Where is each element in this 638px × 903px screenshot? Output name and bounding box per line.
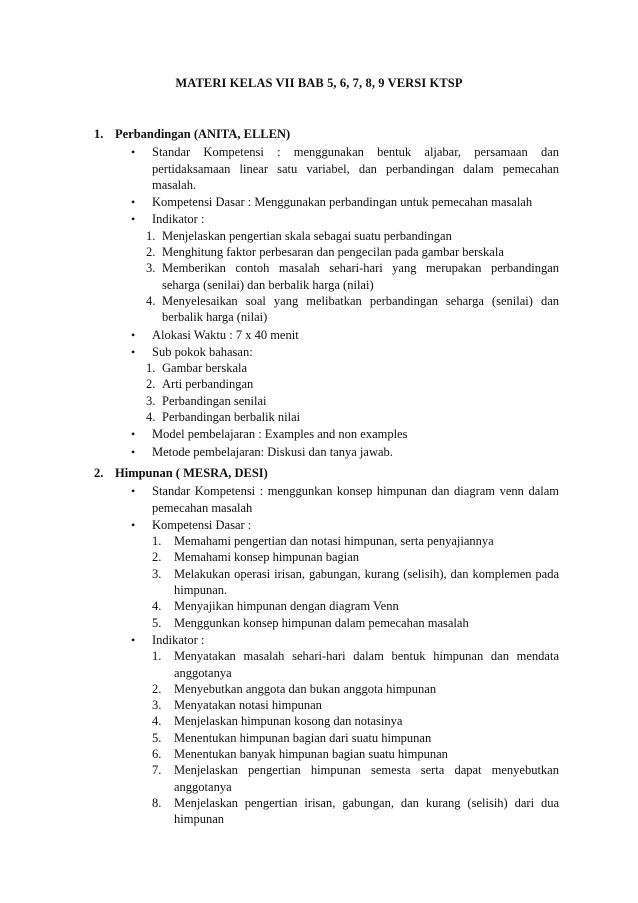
bullet-dot-icon: • [131, 427, 136, 442]
list-number: 7. [152, 763, 162, 778]
list-number: 4. [146, 293, 156, 308]
bullet-dot-icon: • [131, 632, 136, 647]
bullet-dot-icon: • [131, 195, 136, 210]
list-text: Memahami konsep himpunan bagian [174, 550, 360, 565]
section-heading [0, 465, 638, 481]
list-text: Menjelaskan pengertian himpunan semesta serta dapat menyebutkan anggotanya [174, 763, 559, 794]
list-text: Memahami pengertian dan notasi himpunan, serta penyajiannya [174, 534, 494, 549]
section-himpunan [0, 465, 638, 828]
list-number: 3. [146, 261, 156, 276]
list-item [0, 598, 638, 614]
list-number: 1. [152, 649, 162, 664]
list-item [0, 713, 638, 729]
model-pembelajaran-text: Model pembelajaran : Examples and non examples [152, 427, 408, 442]
list-text: Perbandingan senilai [162, 393, 267, 408]
list-item [0, 566, 638, 599]
bullet-dot-icon: • [131, 484, 136, 499]
list-item [0, 293, 638, 326]
list-number: 3. [152, 698, 162, 713]
list-number: 8. [152, 795, 162, 810]
indikator-label: Indikator : [152, 632, 205, 647]
document-title: MATERI KELAS VII BAB 5, 6, 7, 8, 9 VERSI KTSP [175, 76, 463, 90]
list-item [0, 615, 638, 631]
list-number: 4. [152, 599, 162, 614]
indikator-label: Indikator : [152, 212, 205, 227]
kompetensi-dasar-text: Kompetensi Dasar : Menggunakan perbandingan untuk pemecahan masalah [152, 195, 533, 210]
list-text: Menyajikan himpunan dengan diagram Venn [174, 599, 399, 614]
list-item [0, 549, 638, 565]
list-number: 4. [152, 714, 162, 729]
list-text: Menentukan himpunan bagian dari suatu himpunan [174, 730, 432, 745]
list-text: Menghitung faktor perbesaran dan pengecilan pada gambar berskala [162, 245, 504, 260]
kompetensi-dasar-label: Kompetensi Dasar : [152, 517, 252, 532]
list-item [0, 244, 638, 260]
list-number: 1. [152, 534, 162, 549]
list-text: Memberikan contoh masalah sehari-hari yang merupakan perbandingan seharga (senilai) dan berbalik harga (nilai) [162, 261, 559, 292]
list-item [0, 730, 638, 746]
list-item [0, 697, 638, 713]
list-text: Menyatakan masalah sehari-hari dalam bentuk himpunan dan mendata anggotanya [174, 649, 559, 680]
alokasi-waktu-text: Alokasi Waktu : 7 x 40 menit [152, 327, 299, 342]
list-item [0, 360, 638, 376]
list-text: Perbandingan berbalik nilai [162, 410, 301, 425]
list-number: 2. [152, 681, 162, 696]
bullet-dot-icon: • [131, 444, 136, 459]
list-item [0, 533, 638, 549]
section-perbandingan [0, 126, 638, 460]
list-number: 2. [146, 377, 156, 392]
list-item [0, 393, 638, 409]
bullet-metode-pembelajaran [0, 444, 638, 460]
list-text: Menggunkan konsep himpunan dalam pemecahan masalah [174, 615, 469, 630]
list-number: 2. [146, 245, 156, 260]
list-text: Arti perbandingan [162, 377, 254, 392]
bullet-model-pembelajaran [0, 426, 638, 442]
list-number: 3. [146, 393, 156, 408]
list-item [0, 648, 638, 681]
bullet-alokasi-waktu [0, 327, 638, 343]
list-item [0, 681, 638, 697]
sub-pokok-label: Sub pokok bahasan: [152, 344, 253, 359]
list-text: Menentukan banyak himpunan bagian suatu himpunan [174, 747, 448, 762]
bullet-dot-icon: • [131, 212, 136, 227]
bullet-dot-icon: • [131, 517, 136, 532]
list-text: Menjelaskan himpunan kosong dan notasinya [174, 714, 403, 729]
list-item [0, 746, 638, 762]
list-text: Gambar berskala [162, 361, 248, 376]
list-number: 4. [146, 410, 156, 425]
list-text: Menjelaskan pengertian irisan, gabungan, dan kurang (selisih) dari dua himpunan [174, 795, 559, 827]
standar-kompetensi-text: Standar Kompetensi : menggunakan bentuk aljabar, persamaan dan pertidaksamaan linear satu variabel, dan perbandingan dalam pemecahan masalah. [152, 145, 559, 192]
list-number: 2. [152, 550, 162, 565]
list-number: 1. [146, 361, 156, 376]
section-number: 2. [94, 466, 104, 480]
bullet-sub-pokok [0, 344, 638, 360]
bullet-indikator [0, 632, 638, 648]
section-heading [0, 126, 638, 142]
bullet-kompetensi-dasar [0, 194, 638, 210]
bullet-standar-kompetensi [0, 144, 638, 193]
list-text: Menjelaskan pengertian skala sebagai suatu perbandingan [162, 228, 452, 243]
list-text: Melakukan operasi irisan, gabungan, kurang (selisih), dan komplemen pada himpunan. [174, 566, 559, 598]
standar-kompetensi-text: Standar Kompetensi : menggunkan konsep himpunan dan diagram venn dalam pemecahan masalah [152, 484, 559, 515]
list-number: 5. [152, 615, 162, 630]
list-item [0, 795, 638, 828]
list-item [0, 762, 638, 795]
list-number: 5. [152, 730, 162, 745]
section-title: Himpunan ( MESRA, DESI) [115, 466, 268, 480]
list-text: Menyebutkan anggota dan bukan anggota himpunan [174, 681, 437, 696]
list-text: Menyatakan notasi himpunan [174, 698, 322, 713]
list-number: 1. [146, 228, 156, 243]
list-item [0, 376, 638, 392]
section-number: 1. [94, 127, 104, 141]
bullet-dot-icon: • [131, 145, 136, 160]
bullet-standar-kompetensi [0, 483, 638, 516]
metode-pembelajaran-text: Metode pembelajaran: Diskusi dan tanya jawab. [152, 444, 393, 459]
list-item [0, 260, 638, 293]
list-item [0, 228, 638, 244]
list-item [0, 409, 638, 425]
bullet-dot-icon: • [131, 344, 136, 359]
list-text: Menyelesaikan soal yang melibatkan perbandingan seharga (senilai) dan berbalik harga (nilai) [162, 293, 559, 325]
bullet-dot-icon: • [131, 327, 136, 342]
bullet-indikator [0, 211, 638, 227]
section-title: Perbandingan (ANITA, ELLEN) [115, 127, 291, 141]
list-number: 6. [152, 747, 162, 762]
bullet-kompetensi-dasar [0, 517, 638, 533]
list-number: 3. [152, 566, 162, 581]
